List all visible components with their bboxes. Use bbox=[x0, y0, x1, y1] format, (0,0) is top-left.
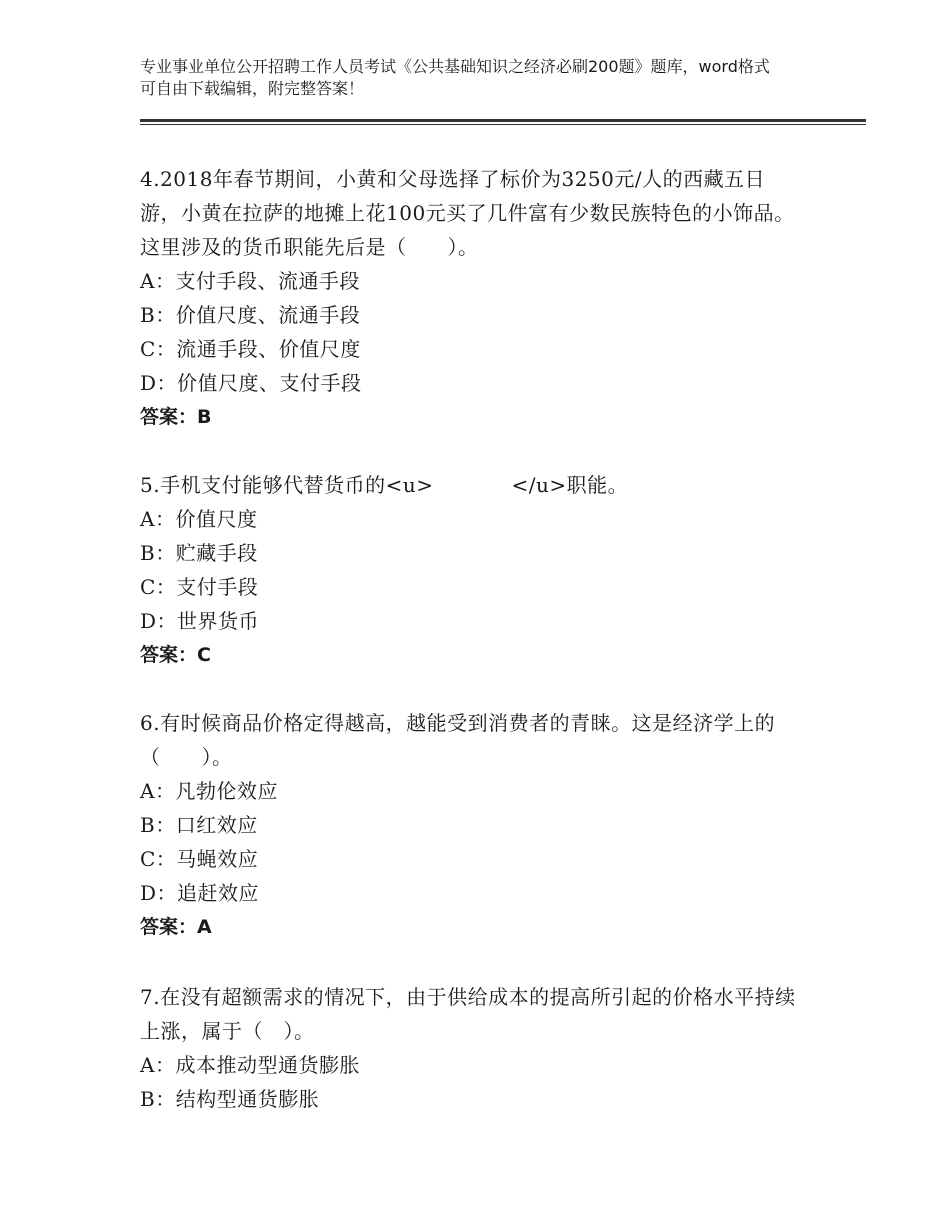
option-a: A：成本推动型通货膨胀 bbox=[140, 1053, 360, 1077]
question-stem: 6.有时候商品价格定得越高，越能受到消费者的青睐。这是经济学上的（ ）。 bbox=[140, 711, 776, 769]
question-stem bbox=[140, 468, 800, 502]
question-stem: 4.2018年春节期间，小黄和父母选择了标价为3250元/人的西藏五日游，小黄在拉萨的地摊上花100元买了几件富有少数民族特色的小饰品。这里涉及的货币职能先后是（ ）。 bbox=[140, 167, 795, 259]
option-c: C：支付手段 bbox=[140, 575, 259, 599]
answer: 答案：C bbox=[140, 644, 211, 666]
stem-suffix: </u>职能。 bbox=[511, 473, 629, 497]
option-a: A：价值尺度 bbox=[140, 507, 258, 531]
option-a: A：凡勃伦效应 bbox=[140, 779, 278, 803]
answer: 答案：B bbox=[140, 406, 212, 428]
option-a: A：支付手段、流通手段 bbox=[140, 269, 360, 293]
question-6 bbox=[140, 706, 800, 944]
header-divider-thick bbox=[140, 119, 866, 122]
option-c: C：马蝇效应 bbox=[140, 847, 259, 871]
option-c: C：流通手段、价值尺度 bbox=[140, 337, 361, 361]
header-divider-thin bbox=[140, 124, 866, 125]
option-b: B：价值尺度、流通手段 bbox=[140, 303, 361, 327]
question-5 bbox=[140, 468, 800, 672]
question-7 bbox=[140, 980, 800, 1116]
answer: 答案：A bbox=[140, 916, 212, 938]
option-d: D：追赶效应 bbox=[140, 881, 260, 905]
option-b: B：结构型通货膨胀 bbox=[140, 1087, 320, 1111]
option-d: D：价值尺度、支付手段 bbox=[140, 371, 362, 395]
question-stem: 7.在没有超额需求的情况下，由于供给成本的提高所引起的价格水平持续上涨，属于（ ）。 bbox=[140, 985, 796, 1043]
option-d: D：世界货币 bbox=[140, 609, 260, 633]
option-b: B：贮藏手段 bbox=[140, 541, 258, 565]
stem-prefix: 5.手机支付能够代替货币的<u> bbox=[140, 473, 434, 497]
option-b: B：口红效应 bbox=[140, 813, 258, 837]
document-header: 专业事业单位公开招聘工作人员考试《公共基础知识之经济必刷200题》题库，word格式可自由下载编辑，附完整答案！ bbox=[140, 57, 770, 98]
question-4 bbox=[140, 162, 800, 434]
